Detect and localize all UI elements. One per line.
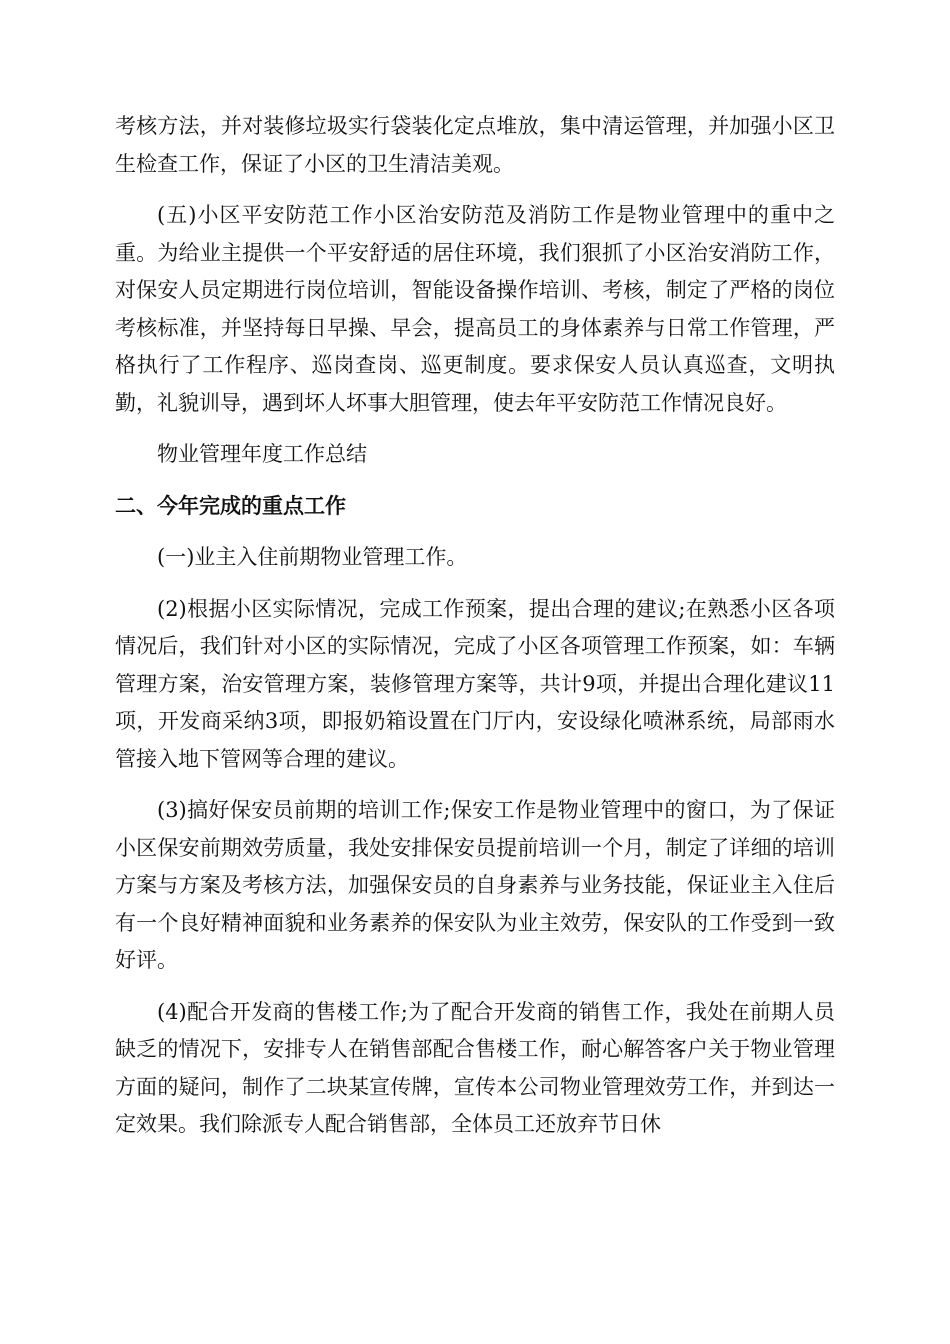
section-heading: 二、今年完成的重点工作 [115,493,346,518]
paragraph-item-3: (3)搞好保安员前期的培训工作;保安工作是物业管理中的窗口，为了保证小区保安前期效劳质量，我处安排保安员提前培训一个月，制定了详细的培训方案与方案及考核方法，加强保安员的自身素养与业务技能，保证业主入住后有一个良好精神面貌和业务素养的保安队为业主效劳，保安队的工作受到一致好评。 [115,798,835,972]
paragraph-security: (五)小区平安防范工作小区治安防范及消防工作是物业管理中的重中之重。为给业主提供一个平安舒适的居住环境，我们狠抓了小区治安消防工作，对保安人员定期进行岗位培训，智能设备操作培训、考核，制定了严格的岗位考核标准，并坚持每日早操、早会，提高员工的身体素养与日常工作管理，严格执行了工作程序、巡岗查岗、巡更制度。要求保安人员认真巡查，文明执勤，礼貌训导，遇到坏人坏事大胆管理，使去年平安防范工作情况良好。 [115,203,835,415]
document-page [115,108,835,1144]
paragraph-item-1: (一)业主入住前期物业管理工作。 [157,545,468,569]
paragraph-item-4: (4)配合开发商的售楼工作;为了配合开发商的销售工作，我处在前期人员缺乏的情况下，安排专人在销售部配合售楼工作，耐心解答客户关于物业管理方面的疑问，制作了二块某宣传牌，宣传本公司物业管理效劳工作，并到达一定效果。我们除派专人配合销售部，全体员工还放弃节日休 [115,999,835,1136]
paragraph-item-2: (2)根据小区实际情况，完成工作预案，提出合理的建议;在熟悉小区各项情况后，我们针对小区的实际情况，完成了小区各项管理工作预案，如：车辆管理方案，治安管理方案，装修管理方案等，共计9项，并提出合理化建议11项，开发商采纳3项，即报奶箱设置在门厅内，安设绿化喷淋系统，局部雨水管接入地下管网等合理的建议。 [115,596,835,771]
paragraph-continuation: 考核方法，并对装修垃圾实行袋装化定点堆放，集中清运管理，并加强小区卫生检查工作，保证了小区的卫生清洁美观。 [115,114,835,176]
paragraph-subtitle: 物业管理年度工作总结 [157,442,367,466]
